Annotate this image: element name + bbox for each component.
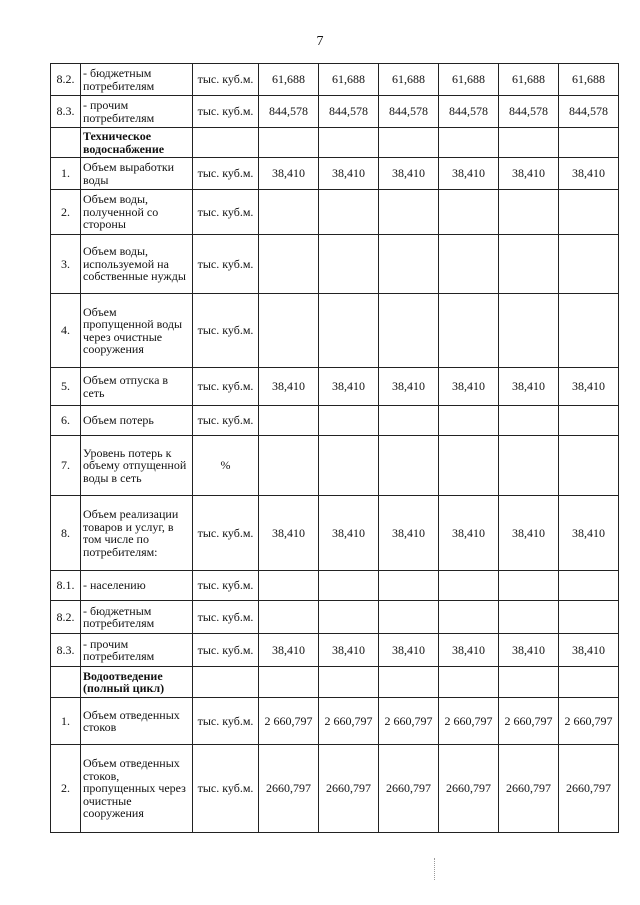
value-cell: [259, 571, 319, 601]
value-cell: 2660,797: [259, 745, 319, 833]
row-number: 1.: [51, 158, 81, 190]
value-cell: 38,410: [259, 634, 319, 667]
value-cell: [319, 294, 379, 368]
value-cell: 38,410: [559, 496, 619, 571]
indicator-name: Уровень потерь к объему отпущенной воды в сеть: [81, 436, 193, 496]
value-cell: 2 660,797: [559, 698, 619, 745]
value-cell: 61,688: [439, 64, 499, 96]
row-number: 4.: [51, 294, 81, 368]
value-cell: [439, 128, 499, 158]
value-cell: [319, 601, 379, 634]
value-cell: [559, 406, 619, 436]
table-row: [51, 96, 619, 128]
value-cell: [439, 235, 499, 294]
value-cell: 2 660,797: [319, 698, 379, 745]
value-cell: [259, 190, 319, 235]
unit-cell: [193, 667, 259, 698]
value-cell: [379, 406, 439, 436]
row-number: 8.3.: [51, 96, 81, 128]
value-cell: [319, 667, 379, 698]
table-row: [51, 158, 619, 190]
unit-cell: [193, 128, 259, 158]
value-cell: 61,688: [259, 64, 319, 96]
unit-cell: тыс. куб.м.: [193, 190, 259, 235]
row-number: 8.: [51, 496, 81, 571]
value-cell: [439, 436, 499, 496]
value-cell: 844,578: [319, 96, 379, 128]
value-cell: 38,410: [559, 634, 619, 667]
value-cell: [319, 128, 379, 158]
unit-cell: %: [193, 436, 259, 496]
unit-cell: тыс. куб.м.: [193, 698, 259, 745]
unit-cell: тыс. куб.м.: [193, 745, 259, 833]
value-cell: 38,410: [319, 368, 379, 406]
page-number: 7: [316, 34, 324, 49]
value-cell: [259, 601, 319, 634]
indicator-name: - прочим потребителям: [81, 634, 193, 667]
value-cell: [499, 436, 559, 496]
value-cell: 38,410: [259, 368, 319, 406]
value-cell: 38,410: [499, 158, 559, 190]
value-cell: 38,410: [319, 496, 379, 571]
row-number: 8.1.: [51, 571, 81, 601]
table-row: [51, 368, 619, 406]
table-body: [51, 64, 619, 833]
value-cell: 38,410: [439, 496, 499, 571]
value-cell: 38,410: [439, 158, 499, 190]
indicator-name: Объем воды, используемой на собственные нужды: [81, 235, 193, 294]
table-row: [51, 294, 619, 368]
value-cell: [319, 190, 379, 235]
value-cell: 38,410: [319, 634, 379, 667]
value-cell: [559, 235, 619, 294]
value-cell: 844,578: [439, 96, 499, 128]
value-cell: 38,410: [499, 634, 559, 667]
row-number: 2.: [51, 190, 81, 235]
unit-cell: тыс. куб.м.: [193, 96, 259, 128]
value-cell: 2660,797: [379, 745, 439, 833]
table-row: [51, 634, 619, 667]
value-cell: [559, 571, 619, 601]
value-cell: 844,578: [499, 96, 559, 128]
value-cell: 2 660,797: [439, 698, 499, 745]
table-row: [51, 190, 619, 235]
row-number: 8.3.: [51, 634, 81, 667]
value-cell: 38,410: [439, 368, 499, 406]
value-cell: [499, 571, 559, 601]
table-row: [51, 406, 619, 436]
value-cell: [259, 436, 319, 496]
value-cell: 38,410: [499, 368, 559, 406]
value-cell: 38,410: [379, 496, 439, 571]
value-cell: [439, 601, 499, 634]
value-cell: [559, 190, 619, 235]
indicator-name: Объем пропущенной воды через очистные сооружения: [81, 294, 193, 368]
value-cell: [439, 294, 499, 368]
value-cell: [259, 406, 319, 436]
value-cell: [259, 235, 319, 294]
unit-cell: тыс. куб.м.: [193, 571, 259, 601]
value-cell: [379, 667, 439, 698]
value-cell: [319, 571, 379, 601]
value-cell: 844,578: [259, 96, 319, 128]
value-cell: 2660,797: [319, 745, 379, 833]
value-cell: 38,410: [259, 158, 319, 190]
unit-cell: тыс. куб.м.: [193, 634, 259, 667]
value-cell: [559, 667, 619, 698]
value-cell: 2 660,797: [259, 698, 319, 745]
value-cell: 2660,797: [439, 745, 499, 833]
row-number: 3.: [51, 235, 81, 294]
value-cell: [499, 406, 559, 436]
unit-cell: тыс. куб.м.: [193, 158, 259, 190]
value-cell: 61,688: [379, 64, 439, 96]
value-cell: [379, 190, 439, 235]
value-cell: 844,578: [379, 96, 439, 128]
value-cell: 38,410: [559, 158, 619, 190]
value-cell: 2660,797: [559, 745, 619, 833]
unit-cell: тыс. куб.м.: [193, 406, 259, 436]
scan-mark: [434, 858, 439, 880]
value-cell: [499, 190, 559, 235]
indicator-name: Объем отведенных стоков: [81, 698, 193, 745]
row-number: 1.: [51, 698, 81, 745]
indicator-name: - бюджетным потребителям: [81, 64, 193, 96]
value-cell: [499, 601, 559, 634]
row-number: 5.: [51, 368, 81, 406]
value-cell: 38,410: [379, 634, 439, 667]
row-number: 8.2.: [51, 64, 81, 96]
indicator-name: Объем потерь: [81, 406, 193, 436]
value-cell: [319, 235, 379, 294]
table-row: [51, 698, 619, 745]
row-number: 6.: [51, 406, 81, 436]
section-title: Водоотведение (полный цикл): [81, 667, 193, 698]
value-cell: [559, 601, 619, 634]
section-header-row: [51, 128, 619, 158]
table-row: [51, 496, 619, 571]
value-cell: 38,410: [439, 634, 499, 667]
value-cell: 38,410: [379, 368, 439, 406]
indicator-name: Объем реализации товаров и услуг, в том числе по потребителям:: [81, 496, 193, 571]
value-cell: 844,578: [559, 96, 619, 128]
value-cell: [379, 571, 439, 601]
indicator-name: Объем выработки воды: [81, 158, 193, 190]
value-cell: [439, 406, 499, 436]
indicator-name: - населению: [81, 571, 193, 601]
value-cell: [259, 294, 319, 368]
value-cell: 61,688: [499, 64, 559, 96]
value-cell: [559, 294, 619, 368]
section-title: Техническое водоснабжение: [81, 128, 193, 158]
value-cell: [259, 128, 319, 158]
unit-cell: тыс. куб.м.: [193, 294, 259, 368]
indicator-name: Объем отпуска в сеть: [81, 368, 193, 406]
value-cell: 38,410: [559, 368, 619, 406]
indicator-name: Объем отведенных стоков, пропущенных через очистные сооружения: [81, 745, 193, 833]
value-cell: [379, 235, 439, 294]
indicators-table: [50, 63, 619, 833]
row-number: [51, 128, 81, 158]
value-cell: [559, 128, 619, 158]
value-cell: [559, 436, 619, 496]
value-cell: [379, 294, 439, 368]
value-cell: 2 660,797: [499, 698, 559, 745]
unit-cell: тыс. куб.м.: [193, 64, 259, 96]
value-cell: [439, 190, 499, 235]
value-cell: [499, 294, 559, 368]
row-number: 2.: [51, 745, 81, 833]
unit-cell: тыс. куб.м.: [193, 368, 259, 406]
value-cell: 2 660,797: [379, 698, 439, 745]
value-cell: [319, 436, 379, 496]
value-cell: 38,410: [259, 496, 319, 571]
table-row: [51, 235, 619, 294]
indicator-name: - прочим потребителям: [81, 96, 193, 128]
unit-cell: тыс. куб.м.: [193, 601, 259, 634]
value-cell: 61,688: [559, 64, 619, 96]
table-row: [51, 571, 619, 601]
value-cell: [379, 601, 439, 634]
unit-cell: тыс. куб.м.: [193, 235, 259, 294]
row-number: [51, 667, 81, 698]
value-cell: [379, 436, 439, 496]
value-cell: 2660,797: [499, 745, 559, 833]
value-cell: 61,688: [319, 64, 379, 96]
table-row: [51, 601, 619, 634]
value-cell: [499, 128, 559, 158]
value-cell: [499, 667, 559, 698]
table-row: [51, 436, 619, 496]
value-cell: [499, 235, 559, 294]
value-cell: 38,410: [499, 496, 559, 571]
value-cell: [439, 667, 499, 698]
table-row: [51, 745, 619, 833]
value-cell: 38,410: [379, 158, 439, 190]
row-number: 7.: [51, 436, 81, 496]
section-header-row: [51, 667, 619, 698]
row-number: 8.2.: [51, 601, 81, 634]
unit-cell: тыс. куб.м.: [193, 496, 259, 571]
value-cell: [259, 667, 319, 698]
value-cell: [439, 571, 499, 601]
table-row: [51, 64, 619, 96]
value-cell: 38,410: [319, 158, 379, 190]
indicator-name: - бюджетным потребителям: [81, 601, 193, 634]
value-cell: [319, 406, 379, 436]
value-cell: [379, 128, 439, 158]
indicator-name: Объем воды, полученной со стороны: [81, 190, 193, 235]
